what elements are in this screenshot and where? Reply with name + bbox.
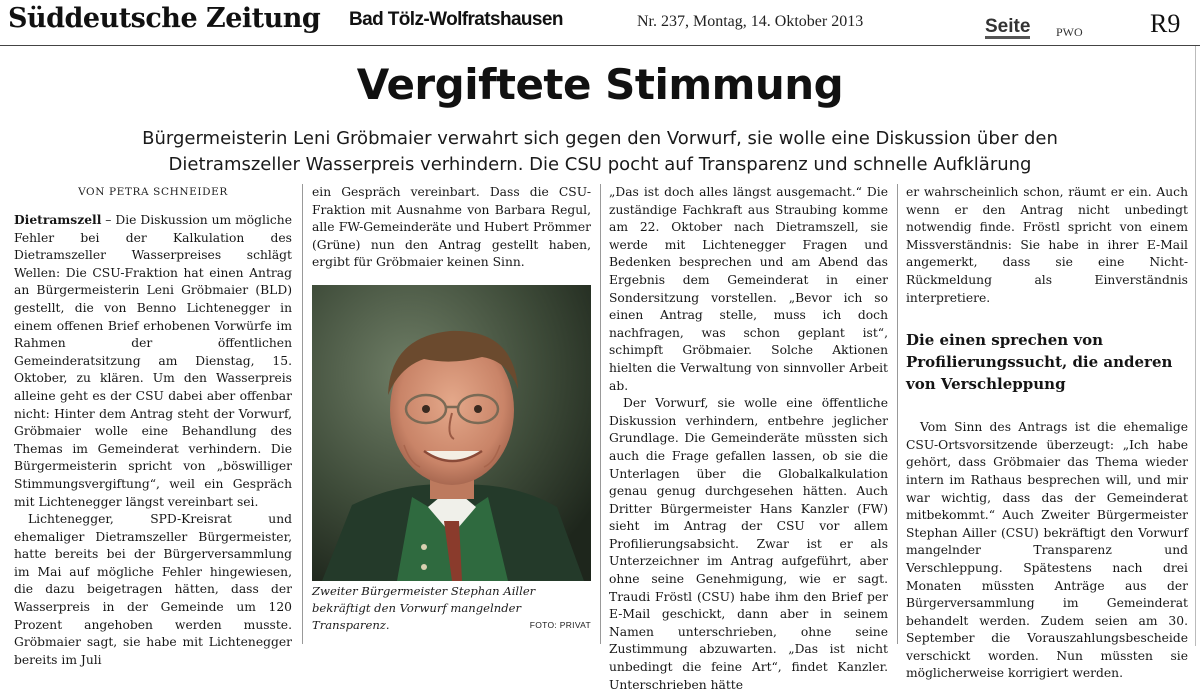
photo-credit: FOTO: PRIVAT: [529, 620, 591, 630]
paragraph-text: – Die Diskussion um mögliche Fehler bei der Kalkulation des Dietramszeller Wasserpreises schlägt Wellen: Die CSU-Fraktion hat einen Antrag an Bürgermeisterin Leni Gröbmaier (BLD) gestellt, die von Benno Lichtenegger in einem offenen Brief erhobenen Vorwürfe im Rahmen der öffentlichen Gemeinderatsitzung am Dienstag, 15. Oktober, zu klären. Um den Wasserpreis alleine geht es der CSU dabei aber offenbar nicht: Hinter dem Antrag steht der Vorwurf, Gröbmaier wolle eine Behandlung des Themas im Gemeinderat verhindern. Die Bürgermeisterin spricht von „böswilliger Stimmungsvergiftung“, weil ein Gespräch mit Lichtenegger längst vereinbart sei.: [14, 213, 292, 509]
article-column-3: [609, 184, 888, 692]
portrait-photo: [312, 285, 591, 581]
page-number: R9: [1150, 9, 1181, 38]
paragraph: er wahrscheinlich schon, räumt er ein. Auch wenn er den Antrag nicht unbedingt notwendig finde. Fröstl spricht von einem Missverständnis: Sie habe in ihrer E-Mail angemerkt, dass sie eine Nicht-Rückmeldung als Einverständnis interpretiere.: [906, 185, 1188, 305]
article-column-4: [906, 184, 1188, 681]
paragraph: Lichtenegger, SPD-Kreisrat und ehemaliger Dietramszeller Bürgermeister, hatte bereits bei der Bürgerversammlung im Mai auf mögliche Fehler hingewiesen, die dazu beigetragen hätten, dass der Wasserpreis in der Gemeinde um 120 Prozent angehoben werden musste. Gröbmaier sagt, sie habe mit Lichtenegger bereits im Juli: [14, 512, 292, 667]
article-column-1: [14, 184, 292, 667]
column-divider: [302, 184, 303, 644]
issue-date: Nr. 237, Montag, 14. Oktober 2013: [637, 13, 864, 30]
section-code: PWO: [1056, 25, 1083, 39]
paragraph: „Das ist doch alles längst ausgemacht.“ Die zuständige Fachkraft aus Straubing komme am 22. Oktober nach Dietramszell, sie werde mit Lichtenegger Fragen und Bedenken besprechen und am Abend das Ergebnis dem Gemeinderat in einer Sondersitzung vorstellen. „Bevor ich so einen Antrag stelle, muss ich doch nachfragen, was schon geplant ist“, schimpft Gröbmaier. Solche Aktionen hielten die Verwaltung von sinnvoller Arbeit ab.: [609, 185, 888, 393]
paragraph: Der Vorwurf, sie wolle eine öffentliche Diskussion verhindern, entbehre jeglicher Grundlage. Die Gemeinderäte müssten sich auch die Frage gefallen lassen, ob sie die Unterlagen über die Globalkalkulation genau genug durchgesehen hätten. Auch Dritter Bürgermeister Hans Kanzler (FW) sieht im Antrag der CSU vor allem Profilierungsabsicht. Zwar ist er als Unterzeichner im Antrag aufgeführt, aber ohne seine Genehmigung, wie er sagt. Traudi Fröstl (CSU) habe ihm den Brief per E-Mail geschickt, dann aber in seinem Namen unterschrieben, ohne seine Zustimmung abzuwarten. „Das ist nicht unbedingt die feine Art“, findet Kanzler. Unterschrieben hätte: [609, 396, 888, 692]
masthead-divider: [0, 45, 1200, 46]
byline: VON PETRA SCHNEIDER: [78, 186, 228, 198]
paragraph: [14, 211, 292, 511]
headline: Vergiftete Stimmung: [356, 60, 844, 109]
photo-caption: [312, 583, 591, 634]
caption-text: Zweiter Bürgermeister Stephan Ailler bekräftigt den Vorwurf mangelnder Transparenz.: [312, 584, 536, 632]
subheadline: Bürgermeisterin Leni Gröbmaier verwahrt sich gegen den Vorwurf, sie wolle eine Diskussion über den Dietramszeller Wasserpreis verhindern. Die CSU pocht auf Transparenz und schnelle Aufklärung: [142, 128, 1058, 175]
paragraph: Vom Sinn des Antrags ist die ehemalige CSU-Ortsvorsitzende überzeugt: „Ich habe gehört, dass Gröbmaier das Thema wieder intern im Rathaus besprechen will, und mir war wichtig, dass das der Gemeinderat mitbekommt.“ Auch Zweiter Bürgermeister Stephan Ailler (CSU) bekräftigt den Vorwurf mangelnder Transparenz und Verschleppung. Spätestens nach drei Monaten müssten Anträge aus der Bürgerversammlung im Gemeinderat behandelt werden. Zudem seien am 30. September die Vorauszahlungsbescheide verschickt worden. Nun müssten sie möglicherweise korrigiert werden.: [906, 420, 1188, 681]
paragraph: ein Gespräch vereinbart. Dass die CSU-Fraktion mit Ausnahme von Barbara Regul, alle FW-Gemeinderäte und Hubert Prömmer (Grüne) nun den Antrag gestellt haben, ergibt für Gröbmaier keinen Sinn.: [312, 185, 591, 270]
column-divider: [600, 184, 601, 644]
section-label: Seite: [985, 16, 1031, 37]
masthead: [0, 0, 1200, 46]
portrait-photo-illustration: [312, 285, 591, 581]
right-edge-rule: [1195, 46, 1196, 646]
newspaper-name: Süddeutsche Zeitung: [8, 3, 321, 34]
intermediate-heading: Die einen sprechen von Profilierungssucht, die anderen von Verschleppung: [906, 331, 1173, 394]
column-divider: [897, 184, 898, 644]
dateline: Dietramszell: [14, 212, 102, 227]
regional-edition: Bad Tölz-Wolfratshausen: [349, 9, 563, 30]
